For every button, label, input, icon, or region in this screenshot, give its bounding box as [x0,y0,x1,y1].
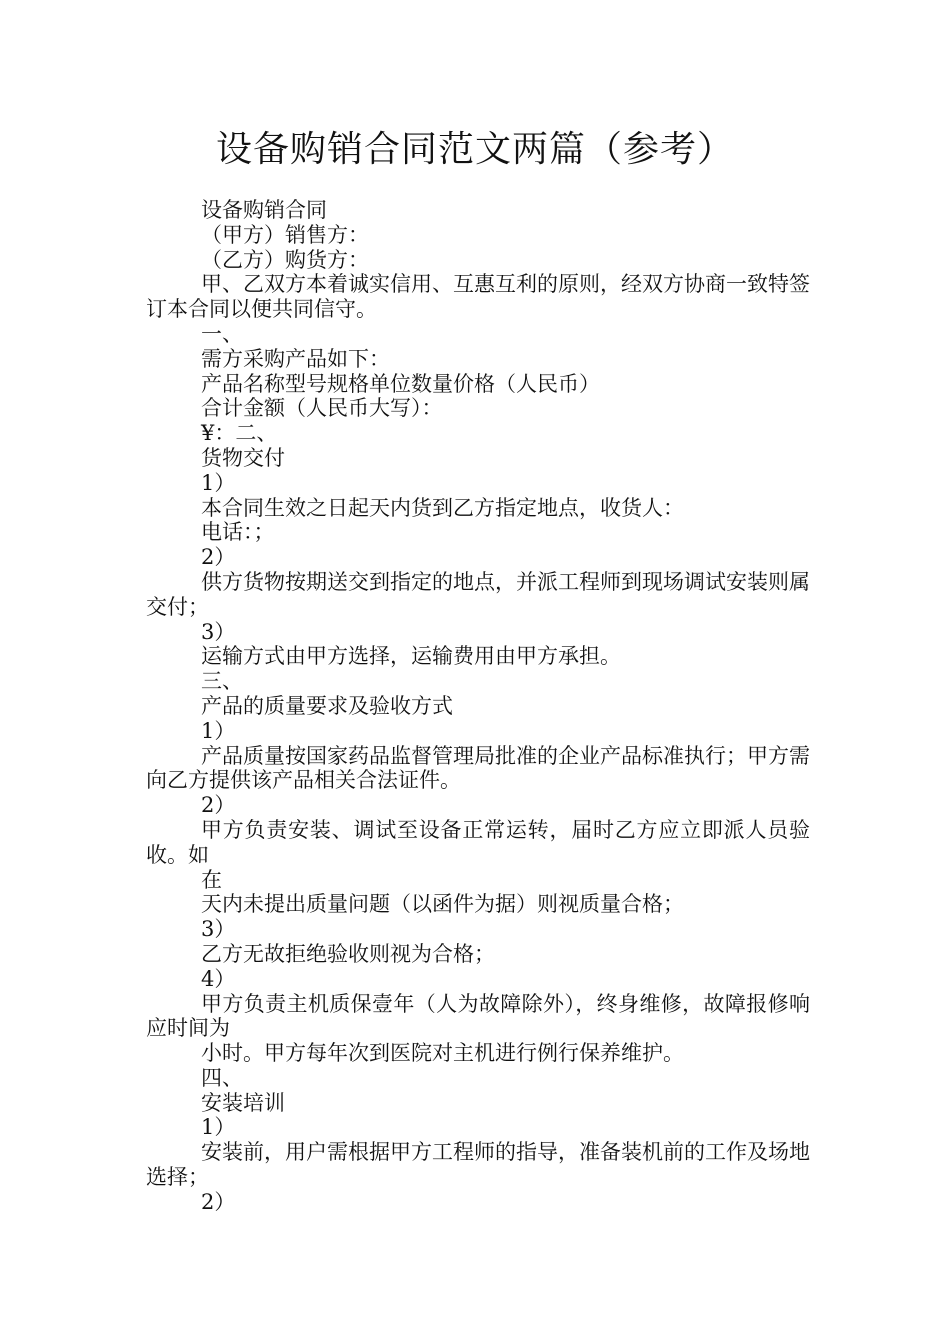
paragraph: 甲方负责安装、调试至设备正常运转，届时乙方应立即派人员验收。如 [146,817,810,867]
paragraph: 安装培训 [201,1090,285,1115]
paragraph: 安装前，用户需根据甲方工程师的指导，准备装机前的工作及场地选择； [146,1140,810,1190]
paragraph: 甲、乙双方本着诚实信用、互惠互利的原则，经双方协商一致特签订本合同以便共同信守。 [146,272,810,322]
paragraph: 三、 [201,669,243,694]
paragraph: 运输方式由甲方选择，运输费用由甲方承担。 [201,644,621,669]
paragraph: 4） [201,966,236,991]
paragraph: 乙方无故拒绝验收则视为合格； [201,941,495,966]
paragraph: 3） [201,619,236,644]
paragraph: 产品名称型号规格单位数量价格（人民币） [201,371,600,396]
document-body [146,198,810,1215]
paragraph: 小时。甲方每年次到医院对主机进行例行保养维护。 [201,1041,684,1066]
paragraph: 1） [201,1115,236,1140]
paragraph: （乙方）购货方： [201,247,369,272]
paragraph: 四、 [201,1065,243,1090]
paragraph: 合计金额（人民币大写）： [201,396,443,421]
paragraph: 2） [201,1189,236,1214]
paragraph: ¥：二、 [201,421,278,446]
paragraph: 设备购销合同 [201,198,327,222]
paragraph: 一、 [201,321,243,346]
paragraph: 天内未提出质量问题（以函件为据）则视质量合格； [201,892,684,917]
paragraph: 甲方负责主机质保壹年（人为故障除外），终身维修，故障报修响应时间为 [146,991,810,1041]
paragraph: 产品的质量要求及验收方式 [201,693,453,718]
document-title: 设备购销合同范文两篇（参考） [215,129,734,170]
paragraph: 电话：； [201,520,275,545]
paragraph: 3） [201,917,236,942]
paragraph: 1） [201,718,236,743]
paragraph: 2） [201,545,236,570]
paragraph: 本合同生效之日起天内货到乙方指定地点，收货人： [201,495,684,520]
paragraph: 产品质量按国家药品监督管理局批准的企业产品标准执行；甲方需向乙方提供该产品相关合法证件。 [146,743,810,793]
paragraph: 货物交付 [201,445,285,470]
paragraph: （甲方）销售方： [201,222,369,247]
paragraph: 供方货物按期送交到指定的地点，并派工程师到现场调试安装则属交付； [146,569,810,619]
paragraph: 在 [201,867,222,892]
paragraph: 需方采购产品如下： [201,346,390,371]
paragraph: 1） [201,470,236,495]
paragraph: 2） [201,793,236,818]
